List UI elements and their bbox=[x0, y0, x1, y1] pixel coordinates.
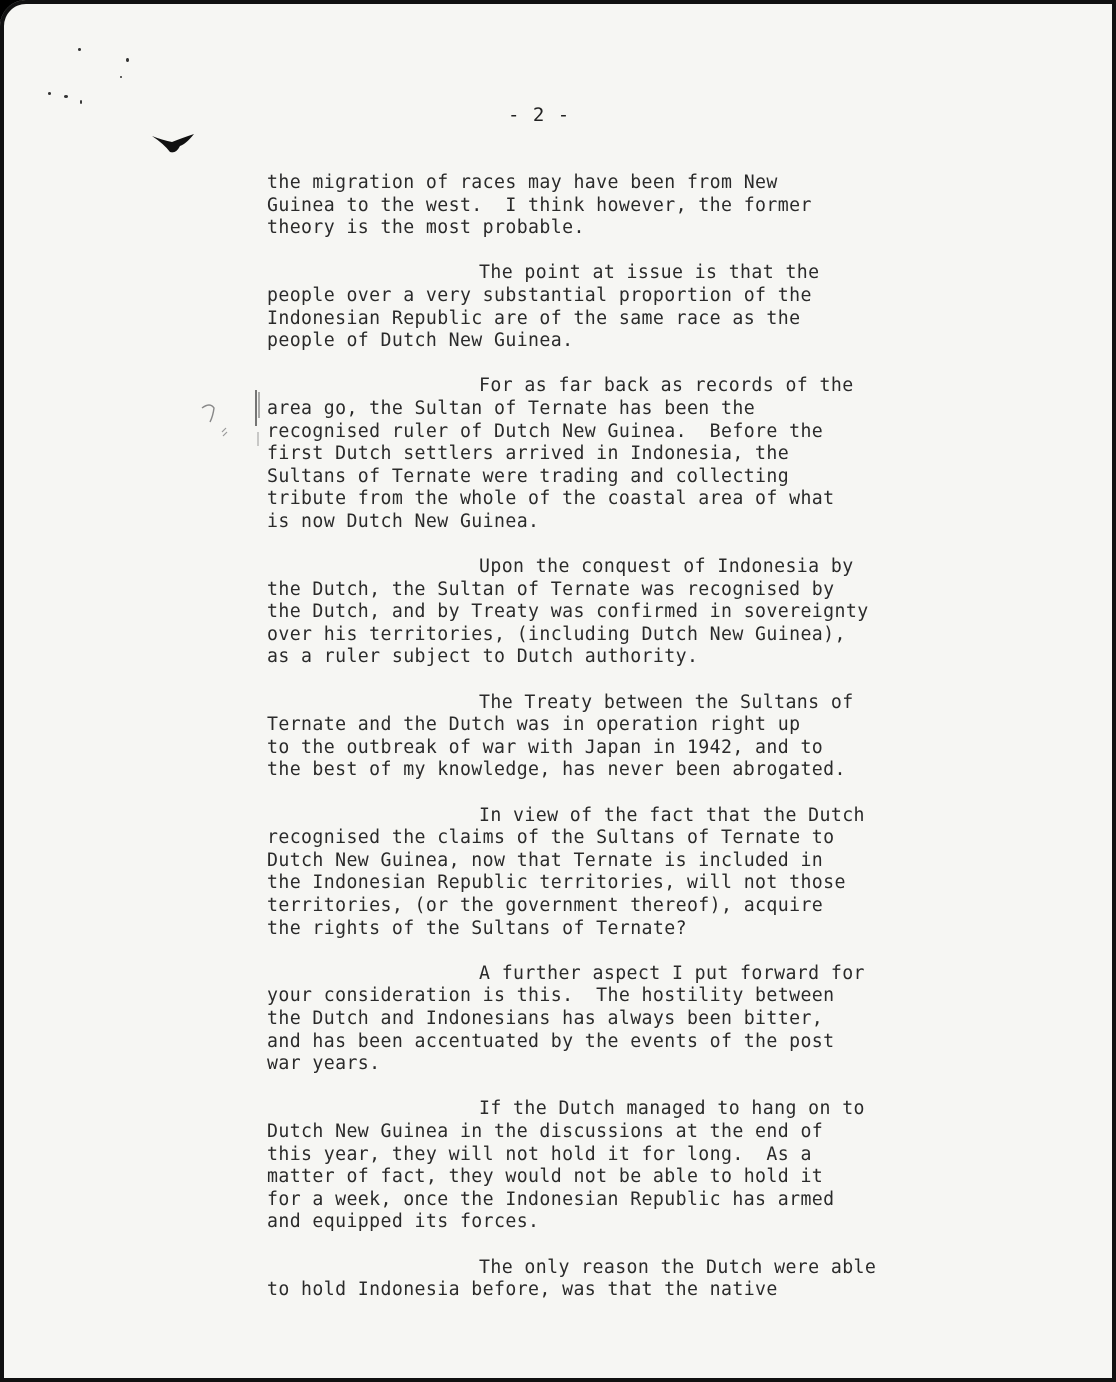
text-line: area go, the Sultan of Ternate has been the bbox=[267, 397, 756, 419]
text-line: to the outbreak of war with Japan in 1942, and to bbox=[267, 736, 824, 758]
text-line: as a ruler subject to Dutch authority. bbox=[267, 646, 699, 668]
scan-speck bbox=[64, 95, 68, 98]
page-number: - 2 - bbox=[508, 104, 571, 126]
text-line: this year, they will not hold it for long. As a bbox=[267, 1143, 812, 1165]
text-line: The Treaty between the Sultans of bbox=[479, 691, 854, 713]
scan-speck bbox=[126, 58, 129, 62]
text-line: your consideration is this. The hostility between bbox=[267, 985, 835, 1007]
text-line: The point at issue is that the bbox=[479, 262, 820, 284]
text-line: the Dutch and Indonesians has always been bitter, bbox=[267, 1007, 824, 1029]
text-line: first Dutch settlers arrived in Indonesia, the bbox=[267, 443, 790, 465]
text-line: the best of my knowledge, has never been abrogated. bbox=[267, 759, 846, 781]
text-line: war years. bbox=[267, 1053, 381, 1075]
text-line: is now Dutch New Guinea. bbox=[267, 510, 540, 532]
text-line: Dutch New Guinea in the discussions at the end of bbox=[267, 1120, 824, 1142]
text-line: matter of fact, they would not be able to hold it bbox=[267, 1166, 824, 1188]
text-line: and equipped its forces. bbox=[267, 1211, 540, 1233]
text-line: to hold Indonesia before, was that the native bbox=[267, 1279, 778, 1301]
text-line: Indonesian Republic are of the same race as the bbox=[267, 307, 801, 329]
text-line: For as far back as records of the bbox=[479, 375, 854, 397]
text-line: In view of the fact that the Dutch bbox=[479, 804, 865, 826]
text-line: recognised the claims of the Sultans of Ternate to bbox=[267, 827, 835, 849]
text-line: the Dutch, and by Treaty was confirmed in sovereignty bbox=[267, 601, 869, 623]
scan-speck bbox=[78, 48, 81, 51]
paragraph bbox=[267, 805, 987, 941]
paragraph bbox=[267, 262, 987, 352]
text-line: If the Dutch managed to hang on to bbox=[479, 1098, 865, 1120]
text-line: Ternate and the Dutch was in operation right up bbox=[267, 714, 801, 736]
text-line: the Dutch, the Sultan of Ternate was recognised by bbox=[267, 578, 835, 600]
scan-speck bbox=[120, 76, 122, 78]
text-line: the migration of races may have been from New bbox=[267, 172, 778, 193]
paragraph bbox=[267, 1257, 987, 1302]
text-line: and has been accentuated by the events of the post bbox=[267, 1030, 835, 1052]
text-line: territories, (or the government thereof), acquire bbox=[267, 895, 824, 916]
text-line: tribute from the whole of the coastal area of what bbox=[267, 488, 835, 510]
text-line: people over a very substantial proportion of the bbox=[267, 284, 812, 306]
paragraph bbox=[267, 692, 987, 782]
text-line: over his territories, (including Dutch New Guinea), bbox=[267, 623, 846, 645]
letter-body bbox=[267, 172, 987, 1324]
text-line: Dutch New Guinea, now that Ternate is included in bbox=[267, 849, 824, 871]
scan-speck bbox=[80, 100, 82, 104]
paragraph bbox=[267, 172, 987, 240]
text-line: for a week, once the Indonesian Republic has armed bbox=[267, 1188, 835, 1210]
paragraph bbox=[267, 556, 987, 669]
ink-blot-icon bbox=[150, 132, 196, 156]
paragraph bbox=[267, 963, 987, 1076]
text-line: the rights of the Sultans of Ternate? bbox=[267, 917, 687, 939]
text-line: A further aspect I put forward for bbox=[479, 962, 865, 984]
text-line: people of Dutch New Guinea. bbox=[267, 330, 574, 352]
text-line: recognised ruler of Dutch New Guinea. Before the bbox=[267, 420, 824, 442]
paragraph bbox=[267, 375, 987, 533]
margin-annotation-icon bbox=[196, 388, 266, 448]
text-line: the Indonesian Republic territories, will not those bbox=[267, 872, 846, 894]
scan-speck bbox=[48, 92, 51, 95]
text-line: Upon the conquest of Indonesia by bbox=[479, 556, 854, 578]
text-line: theory is the most probable. bbox=[267, 217, 585, 239]
text-line: Sultans of Ternate were trading and collecting bbox=[267, 465, 790, 487]
text-line: Guinea to the west. I think however, the former bbox=[267, 194, 812, 216]
paragraph bbox=[267, 1098, 987, 1234]
text-line: The only reason the Dutch were able bbox=[479, 1256, 877, 1278]
